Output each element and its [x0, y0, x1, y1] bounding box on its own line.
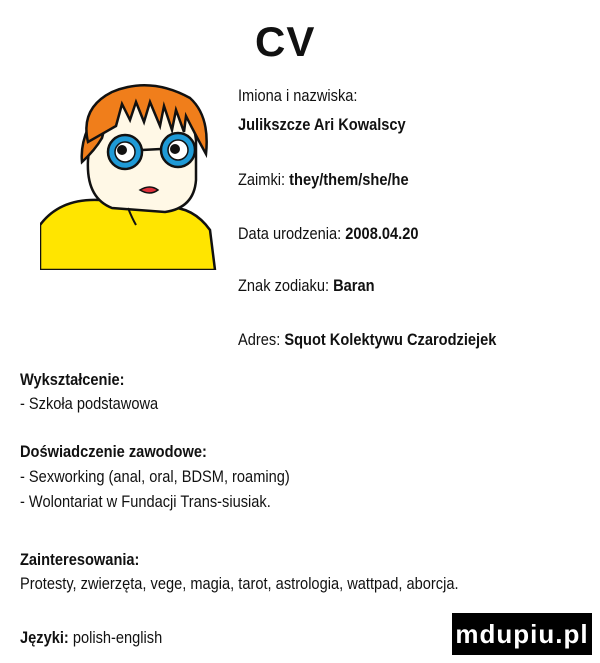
watermark-logo: mdupiu.pl	[452, 613, 592, 655]
pronouns-label: Zaimki:	[238, 170, 286, 189]
avatar-mouth	[140, 187, 158, 193]
dob-label: Data urodzenia:	[238, 224, 342, 243]
zodiac-label: Znak zodiaku:	[238, 276, 330, 295]
address-label: Adres:	[238, 330, 281, 349]
zodiac-value: Baran	[333, 276, 375, 295]
experience-heading: Doświadczenie zawodowe:	[20, 442, 207, 461]
dob-value: 2008.04.20	[345, 224, 419, 243]
languages-row	[20, 628, 162, 648]
address-value: Squot Kolektywu Czarodziejek	[284, 330, 497, 349]
dob-row	[238, 224, 418, 244]
languages-value: polish-english	[72, 628, 163, 647]
names-label: Imiona i nazwiska:	[238, 86, 358, 105]
education-heading: Wykształcenie:	[20, 370, 125, 389]
names-value: Julikszcze Ari Kowalscy	[238, 115, 406, 134]
education-item: - Szkoła podstawowa	[20, 394, 159, 413]
page-title: CV	[255, 18, 316, 65]
interests-heading: Zainteresowania:	[20, 550, 140, 569]
experience-item: - Sexworking (anal, oral, BDSM, roaming)	[20, 467, 290, 486]
zodiac-row	[238, 276, 375, 296]
interests-text: Protesty, zwierzęta, vege, magia, tarot, astrologia, wattpad, aborcja.	[20, 574, 459, 593]
languages-label: Języki:	[20, 628, 69, 647]
pronouns-row	[238, 170, 409, 190]
experience-item: - Wolontariat w Fundacji Trans-siusiak.	[20, 492, 271, 511]
pronouns-value: they/them/she/he	[289, 170, 409, 189]
avatar-illustration	[40, 80, 220, 270]
address-row	[238, 330, 496, 350]
